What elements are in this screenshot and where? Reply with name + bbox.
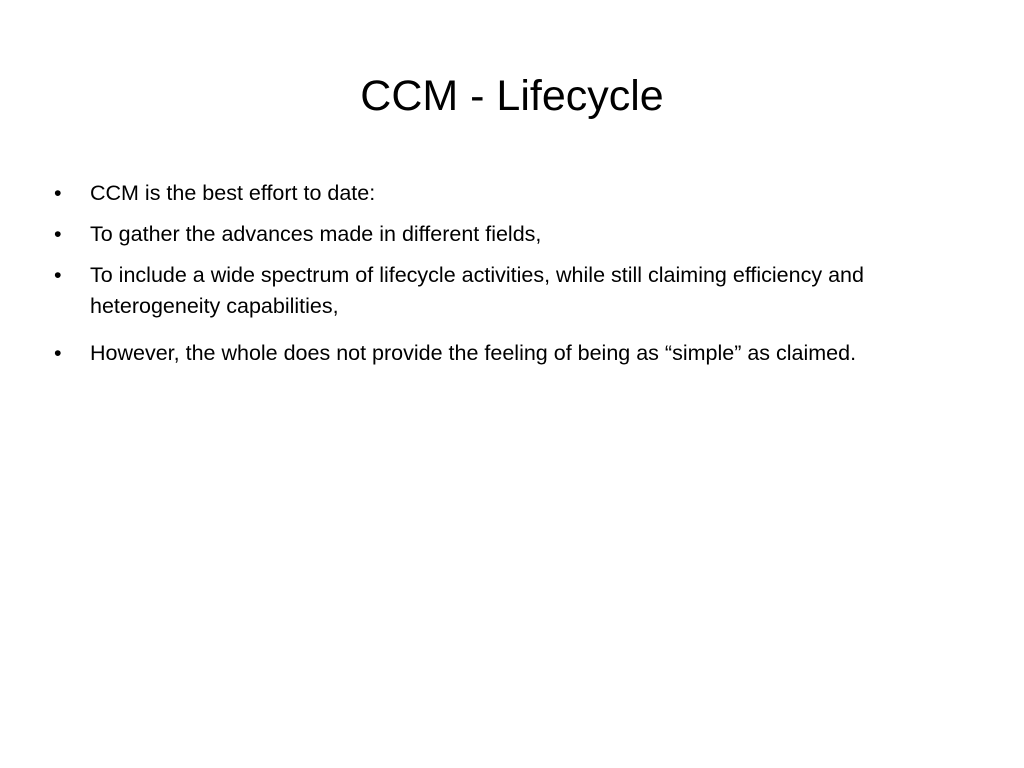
bullet-item [48,219,970,250]
bullet-text: To include a wide spectrum of lifecycle activities, while still claiming efficiency and heterogeneity capabilities, [90,263,864,318]
bullet-marker: • [54,263,62,287]
bullet-list [48,178,970,379]
bullet-text: CCM is the best effort to date: [90,181,376,205]
bullet-item [48,260,970,322]
bullet-item [48,178,970,209]
bullet-text: However, the whole does not provide the feeling of being as “simple” as claimed. [90,341,857,365]
bullet-marker: • [54,341,62,365]
bullet-marker: • [54,222,62,246]
bullet-item [48,338,970,369]
bullet-text: To gather the advances made in different fields, [90,222,542,246]
bullet-marker: • [54,181,62,205]
slide-title: CCM - Lifecycle [360,72,664,120]
